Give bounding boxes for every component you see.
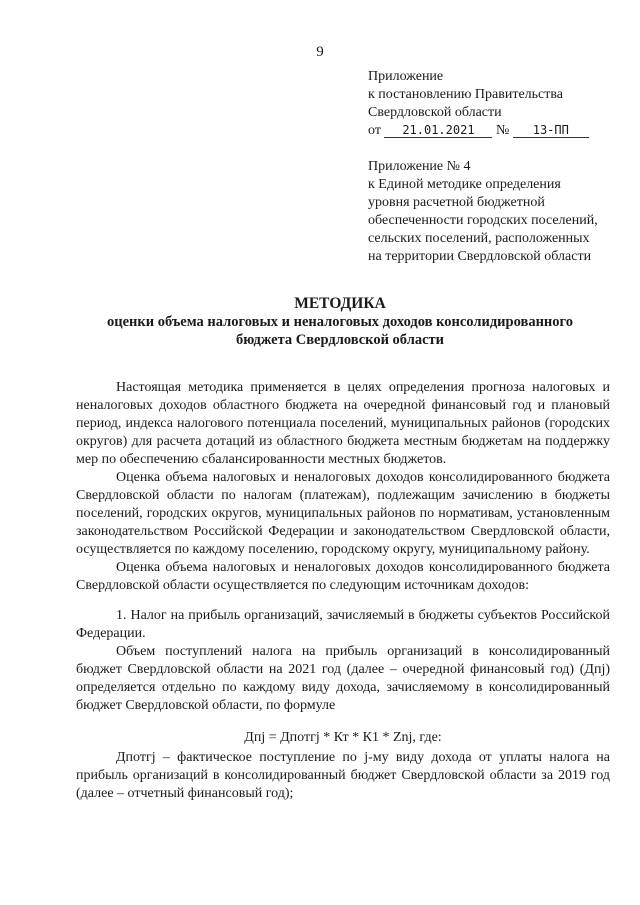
title-subtitle-line: оценки объема налоговых и неналоговых доходов консолидированного xyxy=(106,314,574,330)
appendix-resolution-block xyxy=(368,68,618,140)
appendix-methodology-block xyxy=(368,158,618,266)
document-title xyxy=(60,295,620,349)
title-main: МЕТОДИКА xyxy=(294,295,386,312)
paragraph: Оценка объема налоговых и неналоговых доходов консолидированного бюджета Свердловской области по налогам (платежам), подлежащим зачислению в бюджеты поселений, городских округов, муниципальных районов по нормативам, установленным законодательством Российской Федерации и законодательством Свердловской области, осуществляется по каждому поселению, городскому округу, муниципальному району. xyxy=(76,470,610,557)
appendix-line: к постановлению Правительства xyxy=(368,87,564,102)
paragraph: Дпотгj – фактическое поступление по j-му виду дохода от уплаты налога на прибыль организаций в консолидированный бюджет Свердловской области за 2019 год (далее – отчетный финансовый год); xyxy=(76,750,610,801)
appendix-line: Свердловской области xyxy=(368,105,502,120)
paragraph-section-heading: 1. Налог на прибыль организаций, зачисляемый в бюджеты субъектов Российской Федерации. xyxy=(76,608,610,641)
appendix-line: сельских поселений, расположенных xyxy=(368,231,590,246)
page-number: 9 xyxy=(316,44,324,60)
number-label: № xyxy=(495,123,510,138)
title-subtitle-line: бюджета Свердловской области xyxy=(235,332,444,348)
paragraph: Оценка объема налоговых и неналоговых доходов консолидированного бюджета Свердловской области осуществляется по следующим источникам доходов: xyxy=(76,560,610,593)
appendix-line: уровня расчетной бюджетной xyxy=(368,195,545,210)
paragraph: Настоящая методика применяется в целях определения прогноза налоговых и неналоговых доходов областного бюджета на очередной финансовый год и плановый период, индекса налогового потенциала поселений, муниципальных районов (городских округов) для расчета дотаций из областного бюджета местным бюджетам на поддержку мер по обеспечению сбалансированности местных бюджетов. xyxy=(76,380,610,467)
document-body xyxy=(76,379,610,803)
appendix-date-number-line xyxy=(368,122,618,140)
appendix-line: к Единой методике определения xyxy=(368,177,561,192)
appendix-line: на территории Свердловской области xyxy=(368,249,592,264)
paragraph: Объем поступлений налога на прибыль организаций в консолидированный бюджет Свердловской области на 2021 год (далее – очередной финансовый год) (Дпj) определяется отдельно по каждому виду дохода, зачисляемому в консолидированный бюджет Свердловской области, по формуле xyxy=(76,644,610,713)
resolution-number: 13-ПП xyxy=(513,123,589,138)
from-label: от xyxy=(368,123,381,138)
appendix-line: Приложение № 4 xyxy=(368,159,471,174)
appendix-line: обеспеченности городских поселений, xyxy=(368,213,598,228)
resolution-date: 21.01.2021 xyxy=(384,123,492,138)
formula: Дпj = Дпотгj * Кт * К1 * Znj, где: xyxy=(244,730,442,745)
appendix-line: Приложение xyxy=(368,69,444,84)
